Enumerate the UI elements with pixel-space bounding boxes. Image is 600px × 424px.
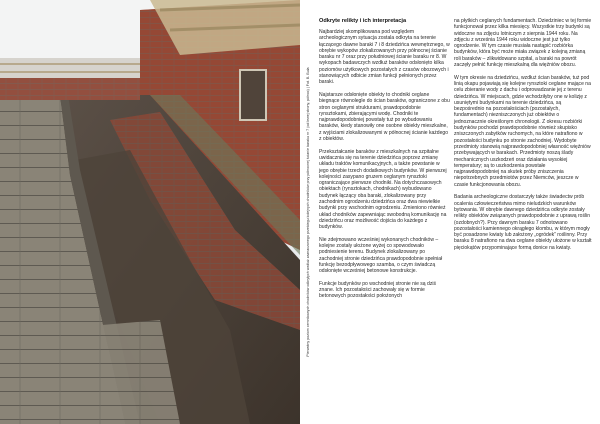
paragraph: na płytkich ceglanych fundamentach. Dziedziniec w tej formie funkcjonował przez kilka miesięcy. Wszystkie trzy budynki są widoczne na zdjęciu lotniczym z sierpnia 1944 roku. Na zdjęciu z września 1944 roku widoczne jest już tylko ogrodzenie. W tym czasie musiała nastąpić rozbiórka budynków, która być może miała związek z kolejną zmianą roli baraków – zlikwidowano szpital, a baraki na powrót zaczęły pełnić funkcję mieszkalną dla więźniów obozu.: [454, 18, 592, 69]
paragraph: W tym okresie na dziedzińcu, wzdłuż ścian baraków, tuż pod linią okapu pojawiają się kolejne rynsztoki ceglane mające na celu zbieranie wody z dachu i odprowadzanie jej z terenu dziedzińca. W miejscach, gdzie wchodziłyby one w kolizję z usuniętymi budynkami na terenie dziedzińca, są bezpośrednio na pozostałościach (pozostałych, fundamentach) niezniszczonych już obiektów o jednoznacznie określonym chronologii. Z okresu rozbiórki budynków pochodzi prawdopodobnie również skupisko zniszczonych zabytków ruchomych, na które natrafiono w pozostałości budynku po stronie zachodniej. Wydobyte przedmioty stanowią najprawdopodobniej własność więźniów przebywających w barakach. Przedmioty noszą ślady mechanicznych uszkodzeń oraz działania wysokiej temperatury; są to uszkodzenia powstałe najprawdopodobniej na skutek próby zniszczenia niepotrzebnych przedmiotów przez Niemców, jeszcze w czasie funkcjonowania obozu.: [454, 74, 591, 188]
photo-caption: [300, 0, 316, 424]
paragraph: Funkcje budynków po wschodniej stronie nie są dziś znane. Ich pozostałości zachowały się w formie betonowych pozostałości położonych: [319, 280, 436, 300]
section-heading: Odkryte reliktу i ich interpretacja: [319, 18, 407, 24]
text-column-left: [319, 18, 450, 306]
text-column-right: [454, 18, 592, 257]
paragraph: Najbardziej skomplikowana pod względem archeologicznym sytuacja zostala odkryta na terenie łączącego dawne baraki 7 i 8 dziedzińca wewnętrznego, w obrębie wykopów zlokalizowanych przy północnej ścianie baraku nr 7 oraz przy południowej ścianie baraku nr 8. W wykopach badawczych wzdłuż baraków odsłonięto kilka poziomów użytkowych pozostałych z czasów obozowych i stanowiących odbicie zmian funkcji pełnionych przez baraki.: [319, 29, 450, 86]
paragraph: Badania archeologiczne dostarczyły także świadectw prób ocalenia człowieczeństwa mimo nieludzkich warunków bytowania. W obrębie dawnego dziedzińca odkryte zostały relikty obiektów związanych prawdopodobnie z uprawą roślin (ozdobnych?). Przy dawnym baraku 7 odnotowano pozostałości kamiennego okrągłego klombu, w którym mogły być posadzone kwiaty lub założony „ogródek” roślinny. Przy baraku 8 natrafiono na dwa ceglane obiekty ułożone w kształt pięciokątów przypominające formą donice na kwiaty.: [454, 194, 592, 251]
photo-caption-text: Pierwotny poziom cemnikowych chodników odkrytych wzdłuż zaznaczonego przebiegu kolejnych chodników przy północnej ścianie baraku nr 7 (od lewej strony, północ) | Fot. B. Bula: [305, 67, 310, 357]
paragraph: Przekształcanie baraków z mieszkalnych na szpitalne uwidacznia się na terenie dziedzińca poprzez zmianę układu traktów komunikacyjnych, a także powstanie w jego obrębie trzech dodatkowych budynków. W pierwszej kolejności zasypano gruzem ceglanym rynsztoki ograniczające pierwsze chodniki. Na dotychczasowych obiektach (rynsztokach, chodnikach) wybudowano budynek łączący oba baraki, zlokalizowany przy zachodnim ogrodzeniu dziedzińca oraz dwa niewielkie budynki przy wschodnim ogrodzeniu. Zmieniono również układ chodników zapewniając swobodną komunikację na dziedzińcu oraz możliwość dojścia do każdego z budynków.: [319, 148, 447, 231]
paragraph: Nie zdejmowano wcześniej wykonanych chodników – kolejne zostały ułożone wyżej co spowodowało podniesienie terenu. Budynek zlokalizowany po zachodniej stronie dziedzińca prawdopodobnie spełniał funkcję bezodpływowego szamba, o czym świadczą odsłonięte wcześniej betonowe konstrukcje.: [319, 236, 443, 275]
paragraph: Najstarsze odsłonięte obiekty to chodniki ceglane biegnące równolegle do ścian baraków, ograniczone z obu stron ceglanymi strukturami, prawdopodobnie rynsztokami, zbierającymi wodę. Chodniki te najprawdopodobniej powstały tuż po wybudowaniu baraków, kiedy stanowiły one osobne obiekty mieszkalne, z wyjściami zlokalizowanymi w północnej ścianie każdego z obiektów.: [319, 91, 450, 143]
